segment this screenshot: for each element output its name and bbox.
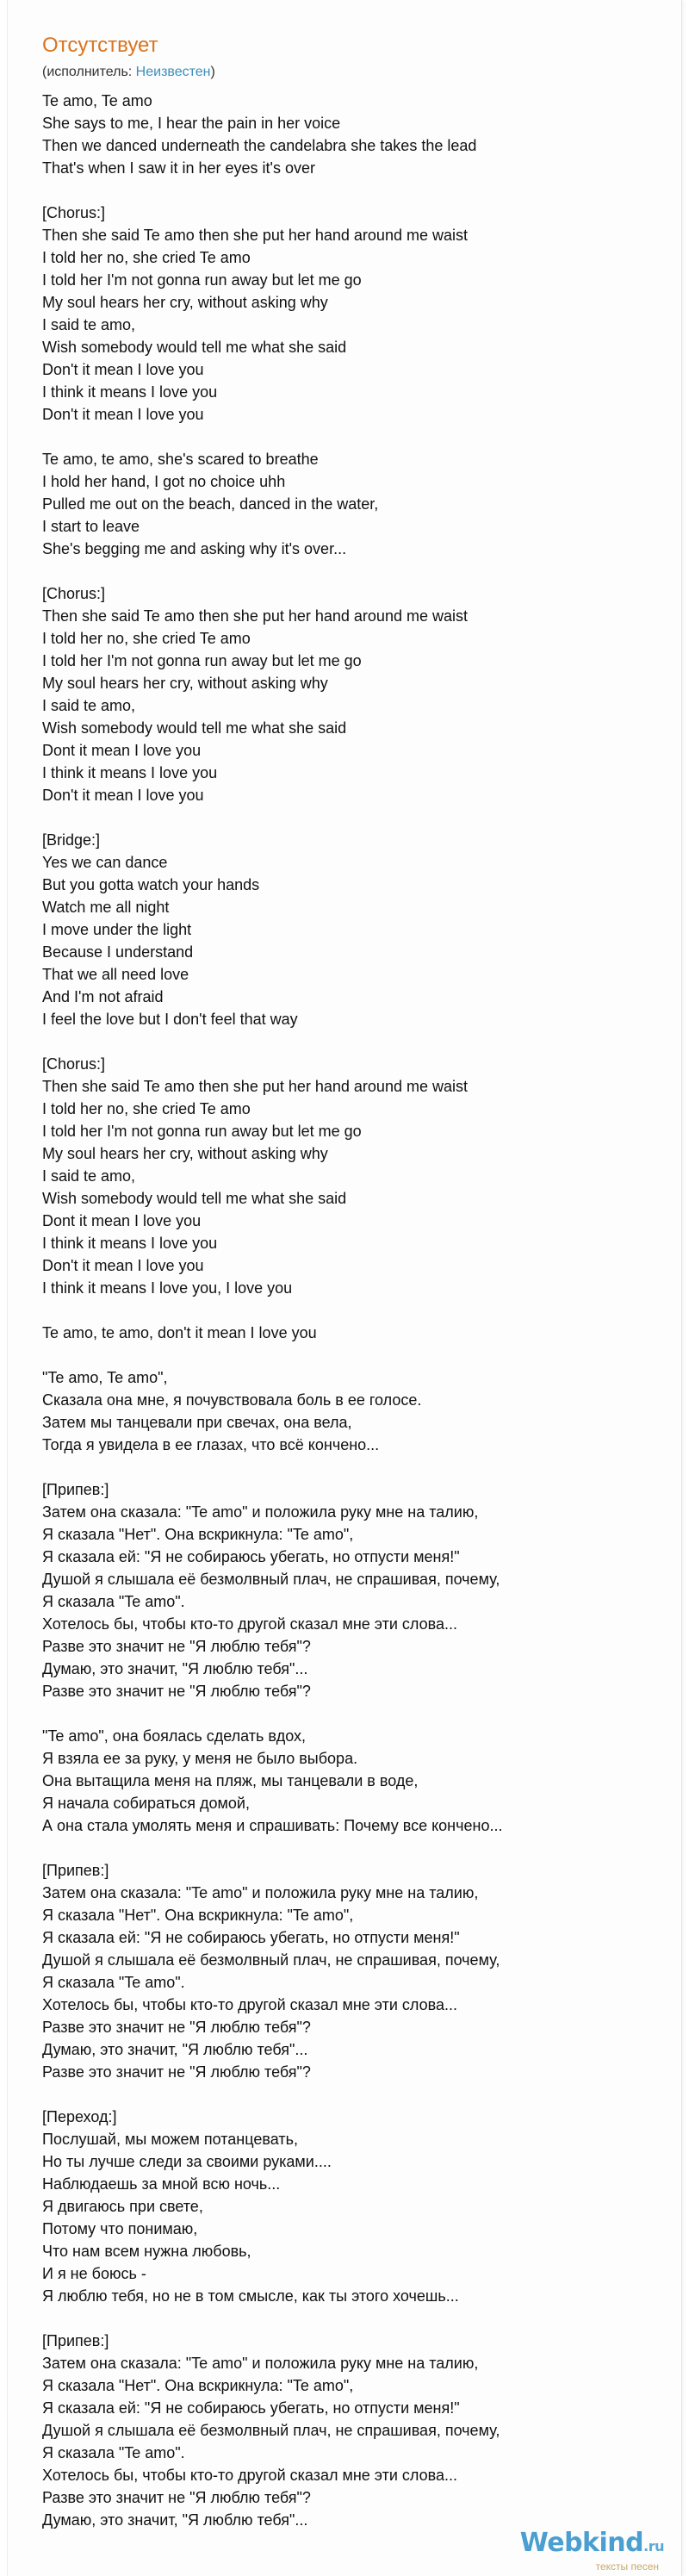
lyric-line: Затем мы танцевали при свечах, она вела, (42, 1414, 352, 1431)
lyric-line: My soul hears her cry, without asking why (42, 1145, 328, 1162)
lyric-line: I told her I'm not gonna run away but let me go (42, 1123, 362, 1140)
lyric-line: Wish somebody would tell me what she said (42, 339, 347, 356)
lyric-line: Разве это значит не "Я люблю тебя"? (42, 2019, 311, 2036)
lyric-line: Я сказала ей: "Я не собираюсь убегать, но отпусти меня!" (42, 2399, 460, 2417)
lyric-line: Dont it mean I love you (42, 1212, 202, 1229)
lyric-line: [Chorus:] (42, 585, 106, 602)
lyric-line: Я люблю тебя, но не в том смысле, как ты этого хочешь... (42, 2287, 459, 2305)
lyric-line: Наблюдаешь за мной всю ночь... (42, 2175, 281, 2193)
lyric-line: Don't it mean I love you (42, 406, 204, 423)
lyric-line: "Te amo, Te amo", (42, 1369, 168, 1386)
lyric-line: Я сказала "Te amo". (42, 1974, 185, 1991)
lyric-line: Я сказала ей: "Я не собираюсь убегать, но отпусти меня!" (42, 1929, 460, 1946)
lyric-line: [Chorus:] (42, 1055, 106, 1073)
lyric-line: Wish somebody would tell me what she said (42, 719, 347, 737)
logo-tagline: тексты песен (595, 2560, 659, 2573)
lyric-line: Разве это значит не "Я люблю тебя"? (42, 1683, 311, 1700)
lyric-spacer (42, 1030, 662, 1053)
logo-main-text: Webkind (519, 2528, 644, 2558)
lyric-line: Душой я слышала её безмолвный плач, не спрашивая, почему, (42, 2422, 500, 2439)
lyric-line: Думаю, это значит, "Я люблю тебя"... (42, 2511, 308, 2529)
lyric-line: [Припев:] (42, 2332, 109, 2349)
lyric-line: That we all need love (42, 966, 189, 983)
lyric-line: Don't it mean I love you (42, 787, 204, 804)
lyric-line: Я сказала "Te amo". (42, 2444, 185, 2461)
lyric-line: I move under the light (42, 921, 192, 938)
lyric-line: Don't it mean I love you (42, 1257, 204, 1274)
lyric-line: Тогда я увидела в ее глазах, что всё кончено... (42, 1436, 380, 1453)
lyric-line: Я двигаюсь при свете, (42, 2198, 203, 2215)
lyric-line: I told her no, she cried Te amo (42, 630, 251, 647)
lyric-line: Послушай, мы можем потанцевать, (42, 2131, 298, 2148)
lyric-line: I hold her hand, I got no choice uhh (42, 473, 286, 490)
lyric-line: Then we danced underneath the candelabra she takes the lead (42, 137, 477, 154)
lyric-line: Разве это значит не "Я люблю тебя"? (42, 1638, 311, 1655)
logo-domain-suffix: .ru (643, 2538, 664, 2554)
lyric-line: А она стала умолять меня и спрашивать: Почему все кончено... (42, 1817, 503, 1834)
lyric-line: [Bridge:] (42, 831, 101, 849)
lyric-line: I think it means I love you, I love you (42, 1279, 293, 1297)
lyric-line: Она вытащила меня на пляж, мы танцевали в воде, (42, 1772, 419, 1789)
lyric-spacer (42, 560, 662, 582)
lyric-line: Что нам всем нужна любовь, (42, 2243, 251, 2260)
lyric-line: Затем она сказала: "Te amo" и положила руку мне на талию, (42, 1884, 479, 1901)
lyric-line: Я сказала "Нет". Она вскрикнула: "Te amo", (42, 2377, 354, 2394)
lyric-line: Душой я слышала её безмолвный плач, не спрашивая, почему, (42, 1571, 500, 1588)
lyric-line: And I'm not afraid (42, 988, 164, 1005)
song-title: Отсутствует (42, 34, 158, 57)
lyric-line: Te amo, Te amo (42, 92, 152, 109)
lyric-line: [Переход:] (42, 2108, 117, 2125)
lyric-line: I told her I'm not gonna run away but let me go (42, 652, 362, 669)
lyric-spacer (42, 1456, 662, 1478)
lyric-spacer (42, 1702, 662, 1725)
logo-wordmark (500, 2529, 664, 2560)
lyric-spacer (42, 179, 662, 202)
lyric-line: I told her no, she cried Te amo (42, 1100, 251, 1117)
lyric-spacer (42, 806, 662, 829)
lyric-line: I start to leave (42, 518, 140, 535)
lyric-line: I think it means I love you (42, 1235, 218, 1252)
lyric-line: I told her I'm not gonna run away but let me go (42, 271, 362, 289)
lyric-line: Yes we can dance (42, 854, 168, 871)
lyric-spacer (42, 2083, 662, 2106)
lyric-line: I think it means I love you (42, 764, 218, 781)
song-header (42, 33, 645, 81)
lyric-line: Я сказала "Te amo". (42, 1593, 185, 1610)
lyric-line: И я не боюсь - (42, 2265, 146, 2282)
lyric-spacer (42, 1299, 662, 1322)
lyric-line: Я сказала ей: "Я не собираюсь убегать, но отпусти меня!" (42, 1548, 460, 1565)
lyric-spacer (42, 426, 662, 448)
lyric-line: That's when I saw it in her eyes it's over (42, 159, 316, 177)
lyric-line: Te amo, te amo, she's scared to breathe (42, 451, 319, 468)
lyric-line: Я взяла ее за руку, у меня не было выбора. (42, 1750, 358, 1767)
artist-line (42, 64, 645, 81)
lyric-spacer (42, 2307, 662, 2330)
lyric-line: [Припев:] (42, 1862, 109, 1879)
artist-suffix: ) (210, 65, 215, 79)
lyric-line: Сказала она мне, я почувствовала боль в ее голосе. (42, 1391, 422, 1409)
lyric-line: Then she said Te amo then she put her hand around me waist (42, 1078, 468, 1095)
lyric-line: "Te amo", она боялась сделать вдох, (42, 1727, 307, 1745)
lyric-line: Затем она сказала: "Te amo" и положила руку мне на талию, (42, 1503, 479, 1521)
lyric-line: She's begging me and asking why it's over... (42, 540, 347, 557)
lyric-spacer (42, 1837, 662, 1859)
lyric-line: I think it means I love you (42, 383, 218, 401)
lyric-line: Разве это значит не "Я люблю тебя"? (42, 2063, 311, 2081)
lyric-line: Разве это значит не "Я люблю тебя"? (42, 2489, 311, 2506)
lyric-line: My soul hears her cry, without asking why (42, 675, 328, 692)
lyric-line: I said te amo, (42, 316, 136, 333)
lyric-line: Но ты лучше следи за своими руками.... (42, 2153, 332, 2170)
lyric-line: Затем она сказала: "Te amo" и положила руку мне на талию, (42, 2355, 479, 2372)
lyric-line: Because I understand (42, 943, 194, 961)
lyric-line: Te amo, te amo, don't it mean I love you (42, 1324, 317, 1341)
site-logo[interactable] (500, 2529, 664, 2571)
lyric-line: Я начала собираться домой, (42, 1795, 250, 1812)
lyric-spacer (42, 1344, 662, 1366)
lyric-line: Я сказала "Нет". Она вскрикнула: "Te amo", (42, 1526, 354, 1543)
lyric-line: Then she said Te amo then she put her hand around me waist (42, 607, 468, 625)
lyric-line: But you gotta watch your hands (42, 876, 260, 893)
lyric-line: I told her no, she cried Te amo (42, 249, 251, 266)
artist-link[interactable]: Неизвестен (135, 65, 211, 79)
lyric-line: Потому что понимаю, (42, 2220, 198, 2237)
lyric-line: I feel the love but I don't feel that way (42, 1011, 298, 1028)
content-frame (7, 0, 682, 2576)
lyric-line: [Припев:] (42, 1481, 109, 1498)
lyric-line: Душой я слышала её безмолвный плач, не спрашивая, почему, (42, 1951, 500, 1969)
artist-prefix: (исполнитель: (42, 65, 136, 79)
lyric-line: Dont it mean I love you (42, 742, 202, 759)
lyric-line: Я сказала "Нет". Она вскрикнула: "Te amo", (42, 1907, 354, 1924)
lyric-line: Don't it mean I love you (42, 361, 204, 378)
lyric-line: Думаю, это значит, "Я люблю тебя"... (42, 2041, 308, 2058)
lyric-line: Wish somebody would tell me what she said (42, 1190, 347, 1207)
lyric-line: I said te amo, (42, 697, 136, 714)
lyric-line: Pulled me out on the beach, danced in the water, (42, 495, 379, 513)
lyric-line: Хотелось бы, чтобы кто-то другой сказал мне эти слова... (42, 1996, 457, 2013)
lyric-line: Хотелось бы, чтобы кто-то другой сказал мне эти слова... (42, 2467, 457, 2484)
lyric-line: Watch me all night (42, 899, 170, 916)
lyric-line: Думаю, это значит, "Я люблю тебя"... (42, 1660, 308, 1677)
lyric-line: My soul hears her cry, without asking why (42, 294, 328, 311)
lyric-line: Хотелось бы, чтобы кто-то другой сказал мне эти слова... (42, 1615, 457, 1633)
lyric-line: [Chorus:] (42, 204, 106, 221)
lyric-line: She says to me, I hear the pain in her voice (42, 115, 341, 132)
lyric-line: I said te amo, (42, 1167, 136, 1185)
lyric-line: Then she said Te amo then she put her hand around me waist (42, 227, 468, 244)
lyrics-body (42, 90, 662, 2554)
